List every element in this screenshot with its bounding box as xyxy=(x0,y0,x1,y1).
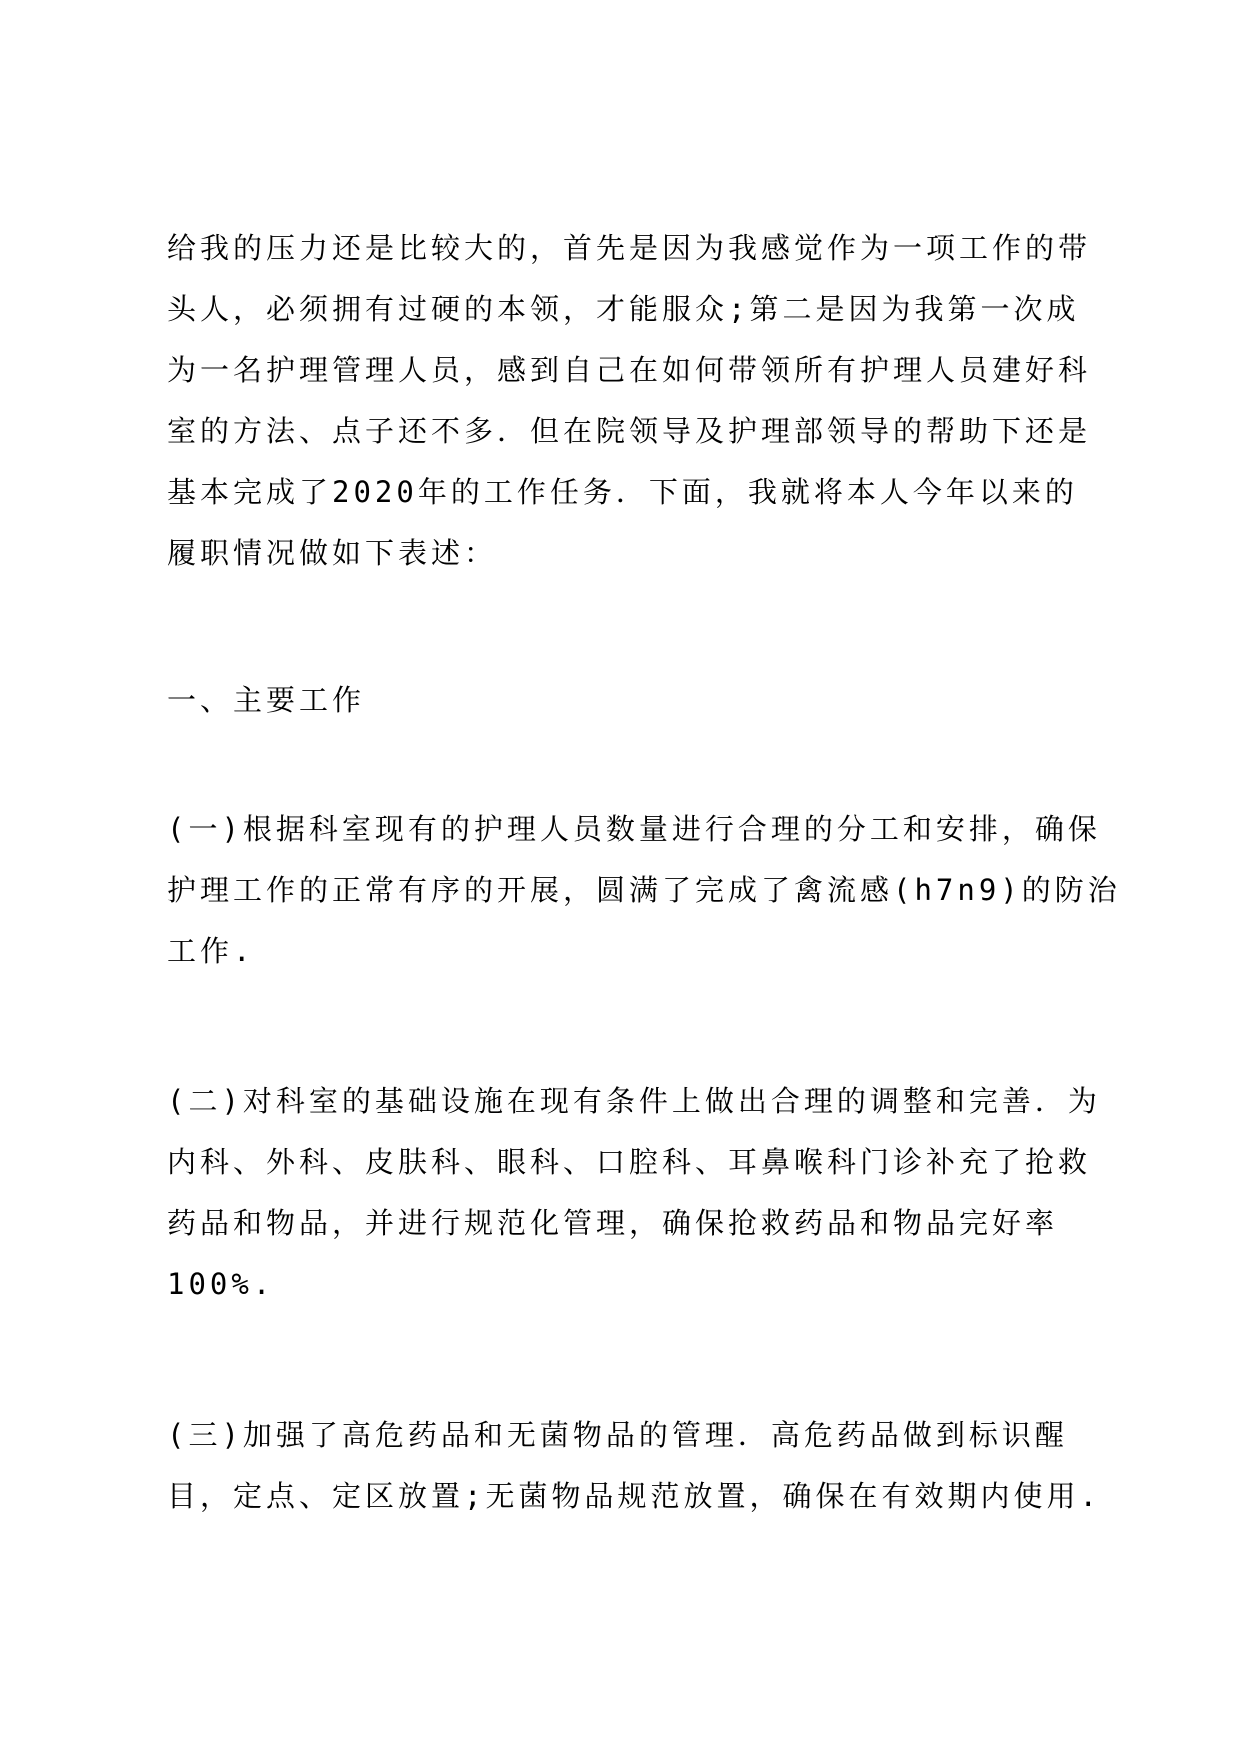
intro-line-6: 履职情况做如下表述： xyxy=(167,536,498,570)
item-2-line-2: 内科、外科、皮肤科、眼科、口腔科、耳鼻喉科门诊补充了抢救 xyxy=(167,1145,1092,1179)
item-1-line-2: 护理工作的正常有序的开展，圆满了完成了禽流感(h7n9)的防治 xyxy=(167,873,1121,907)
item-3-line-1: (三)加强了高危药品和无菌物品的管理．高危药品做到标识醒 xyxy=(167,1418,1068,1452)
intro-line-1: 给我的压力还是比较大的，首先是因为我感觉作为一项工作的带 xyxy=(167,231,1092,265)
intro-line-4: 室的方法、点子还不多．但在院领导及护理部领导的帮助下还是 xyxy=(167,414,1092,448)
item-1-line-1: (一)根据科室现有的护理人员数量进行合理的分工和安排，确保 xyxy=(167,812,1101,846)
item-2-line-4: 100%. xyxy=(167,1267,275,1301)
item-2-line-1: (二)对科室的基础设施在现有条件上做出合理的调整和完善．为 xyxy=(167,1084,1101,1118)
item-2-line-3: 药品和物品，并进行规范化管理，确保抢救药品和物品完好率 xyxy=(167,1206,1059,1240)
intro-line-5: 基本完成了2020年的工作任务．下面，我就将本人今年以来的 xyxy=(167,475,1078,509)
intro-line-2: 头人，必须拥有过硬的本领，才能服众;第二是因为我第一次成 xyxy=(167,292,1080,326)
item-1-line-3: 工作. xyxy=(167,934,255,968)
intro-line-3: 为一名护理管理人员，感到自己在如何带领所有护理人员建好科 xyxy=(167,353,1092,387)
item-3-line-2: 目，定点、定区放置;无菌物品规范放置，确保在有效期内使用. xyxy=(167,1479,1101,1513)
section-heading: 一、主要工作 xyxy=(167,683,366,717)
